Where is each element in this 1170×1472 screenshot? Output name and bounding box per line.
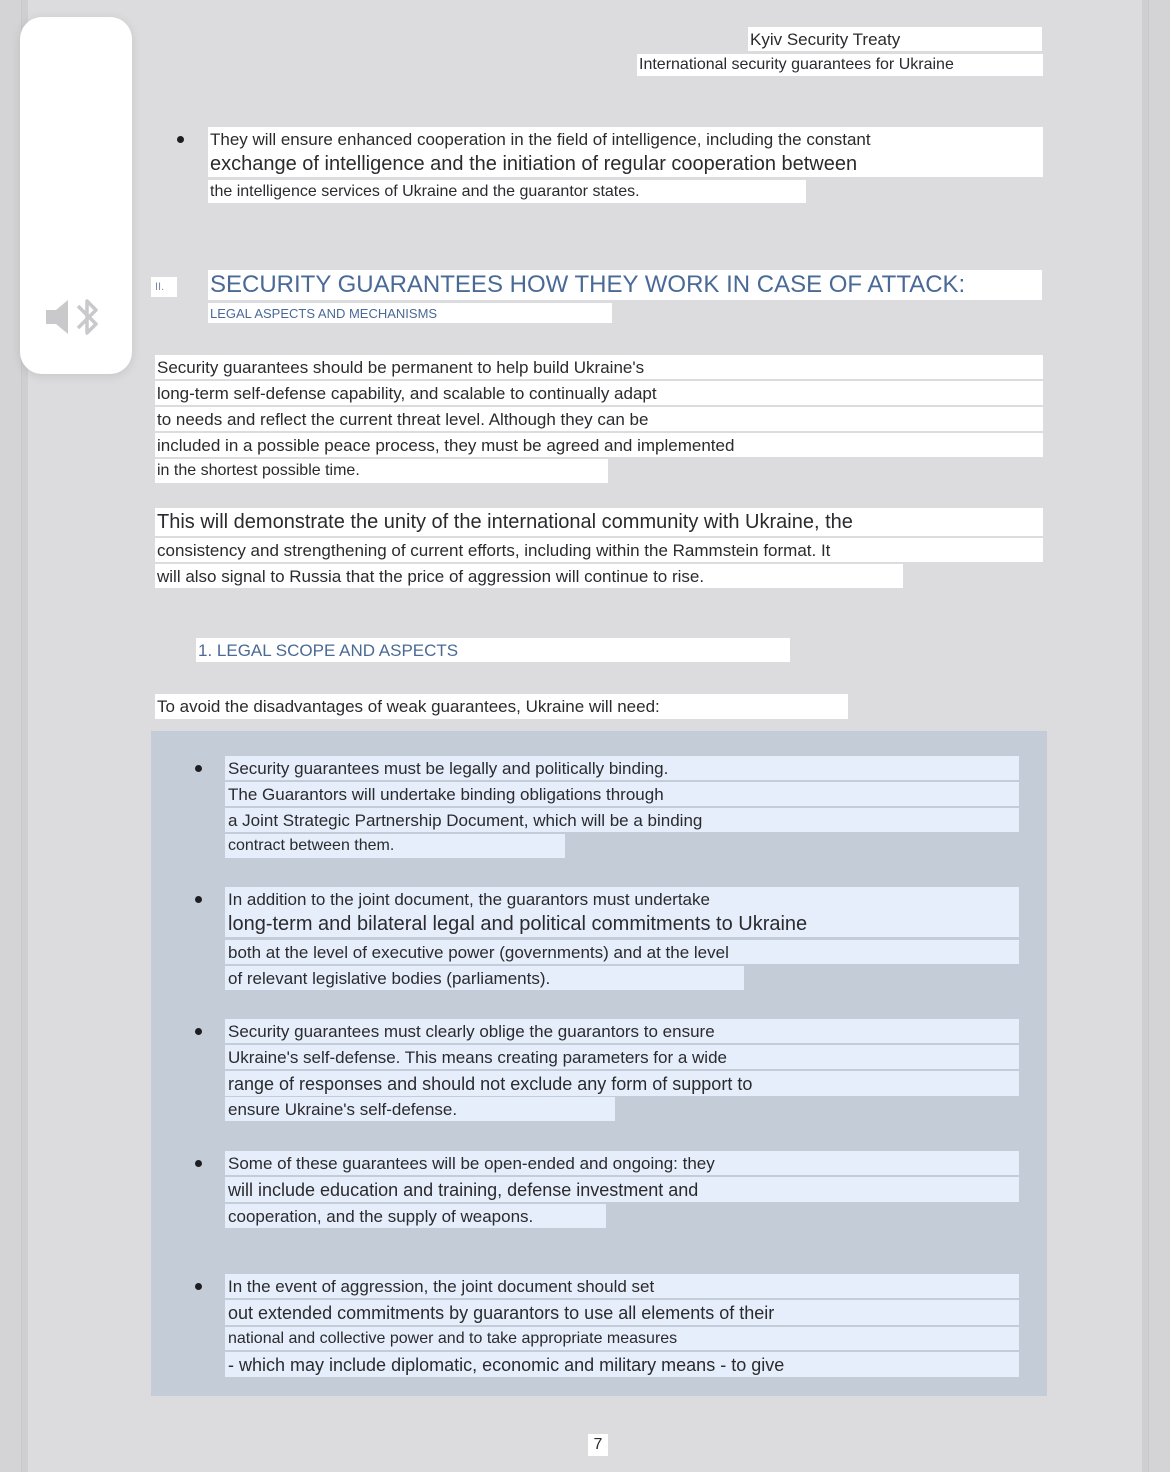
requirement-line: of relevant legislative bodies (parliaments). xyxy=(225,966,744,990)
paragraph2-line: This will demonstrate the unity of the international community with Ukraine, the xyxy=(155,508,1043,536)
requirement-line: Security guarantees must be legally and politically binding. xyxy=(225,756,1019,780)
requirement-line: will include education and training, defense investment and xyxy=(225,1177,1019,1202)
requirement-line: a Joint Strategic Partnership Document, which will be a binding xyxy=(225,808,1019,832)
paragraph1-line: in the shortest possible time. xyxy=(155,459,608,483)
requirement-line: contract between them. xyxy=(225,834,565,858)
bullet-dot xyxy=(195,1028,202,1035)
section-number: II. xyxy=(151,277,177,297)
requirement-line: Some of these guarantees will be open-ended and ongoing: they xyxy=(225,1151,1019,1175)
doc-title: Kyiv Security Treaty xyxy=(748,27,1042,51)
page-number: 7 xyxy=(588,1434,608,1456)
requirement-line: - which may include diplomatic, economic and military means - to give xyxy=(225,1352,1019,1377)
hud-icons xyxy=(44,292,114,342)
bullet-dot xyxy=(195,1160,202,1167)
requirement-line: Security guarantees must clearly oblige the guarantors to ensure xyxy=(225,1019,1019,1043)
requirement-line: cooperation, and the supply of weapons. xyxy=(225,1204,606,1228)
bluetooth-icon xyxy=(78,301,96,333)
requirement-line: The Guarantors will undertake binding obligations through xyxy=(225,782,1019,806)
requirement-line: both at the level of executive power (governments) and at the level xyxy=(225,940,1019,964)
paragraph1-line: included in a possible peace process, they must be agreed and implemented xyxy=(155,433,1043,457)
subsection-title: 1. LEGAL SCOPE AND ASPECTS xyxy=(196,638,790,662)
paragraph2-line: consistency and strengthening of current efforts, including within the Rammstein format. It xyxy=(155,538,1043,562)
requirement-line: ensure Ukraine's self-defense. xyxy=(225,1097,615,1121)
section-title: SECURITY GUARANTEES HOW THEY WORK IN CASE OF ATTACK: xyxy=(208,270,1042,300)
bullet-dot xyxy=(195,765,202,772)
lead-in: To avoid the disadvantages of weak guarantees, Ukraine will need: xyxy=(155,694,848,719)
requirement-line: national and collective power and to take appropriate measures xyxy=(225,1327,1019,1350)
bullet-dot xyxy=(177,136,184,143)
requirement-line: long-term and bilateral legal and political commitments to Ukraine xyxy=(225,911,1019,937)
page-right-edge xyxy=(1142,0,1148,1472)
intro-line: They will ensure enhanced cooperation in the field of intelligence, including the constant xyxy=(208,127,1043,151)
intro-line: exchange of intelligence and the initiation of regular cooperation between xyxy=(208,151,1043,177)
requirement-line: out extended commitments by guarantors to use all elements of their xyxy=(225,1300,1019,1325)
requirement-line: In the event of aggression, the joint document should set xyxy=(225,1274,1019,1298)
volume-hud xyxy=(20,17,132,374)
paragraph1-line: Security guarantees should be permanent to help build Ukraine's xyxy=(155,355,1043,379)
speaker-muted-icon xyxy=(46,300,68,334)
requirement-line: In addition to the joint document, the guarantors must undertake xyxy=(225,887,1019,911)
paragraph1-line: long-term self-defense capability, and scalable to continually adapt xyxy=(155,381,1043,405)
requirement-line: Ukraine's self-defense. This means creating parameters for a wide xyxy=(225,1045,1019,1069)
paragraph1-line: to needs and reflect the current threat level. Although they can be xyxy=(155,407,1043,431)
intro-line: the intelligence services of Ukraine and the guarantor states. xyxy=(208,180,806,203)
bullet-dot xyxy=(195,896,202,903)
requirement-line: range of responses and should not exclude any form of support to xyxy=(225,1071,1019,1096)
section-subtitle: LEGAL ASPECTS AND MECHANISMS xyxy=(208,303,612,323)
paragraph2-line: will also signal to Russia that the price of aggression will continue to rise. xyxy=(155,564,903,588)
doc-subtitle: International security guarantees for Ukraine xyxy=(637,54,1043,76)
bullet-dot xyxy=(195,1283,202,1290)
